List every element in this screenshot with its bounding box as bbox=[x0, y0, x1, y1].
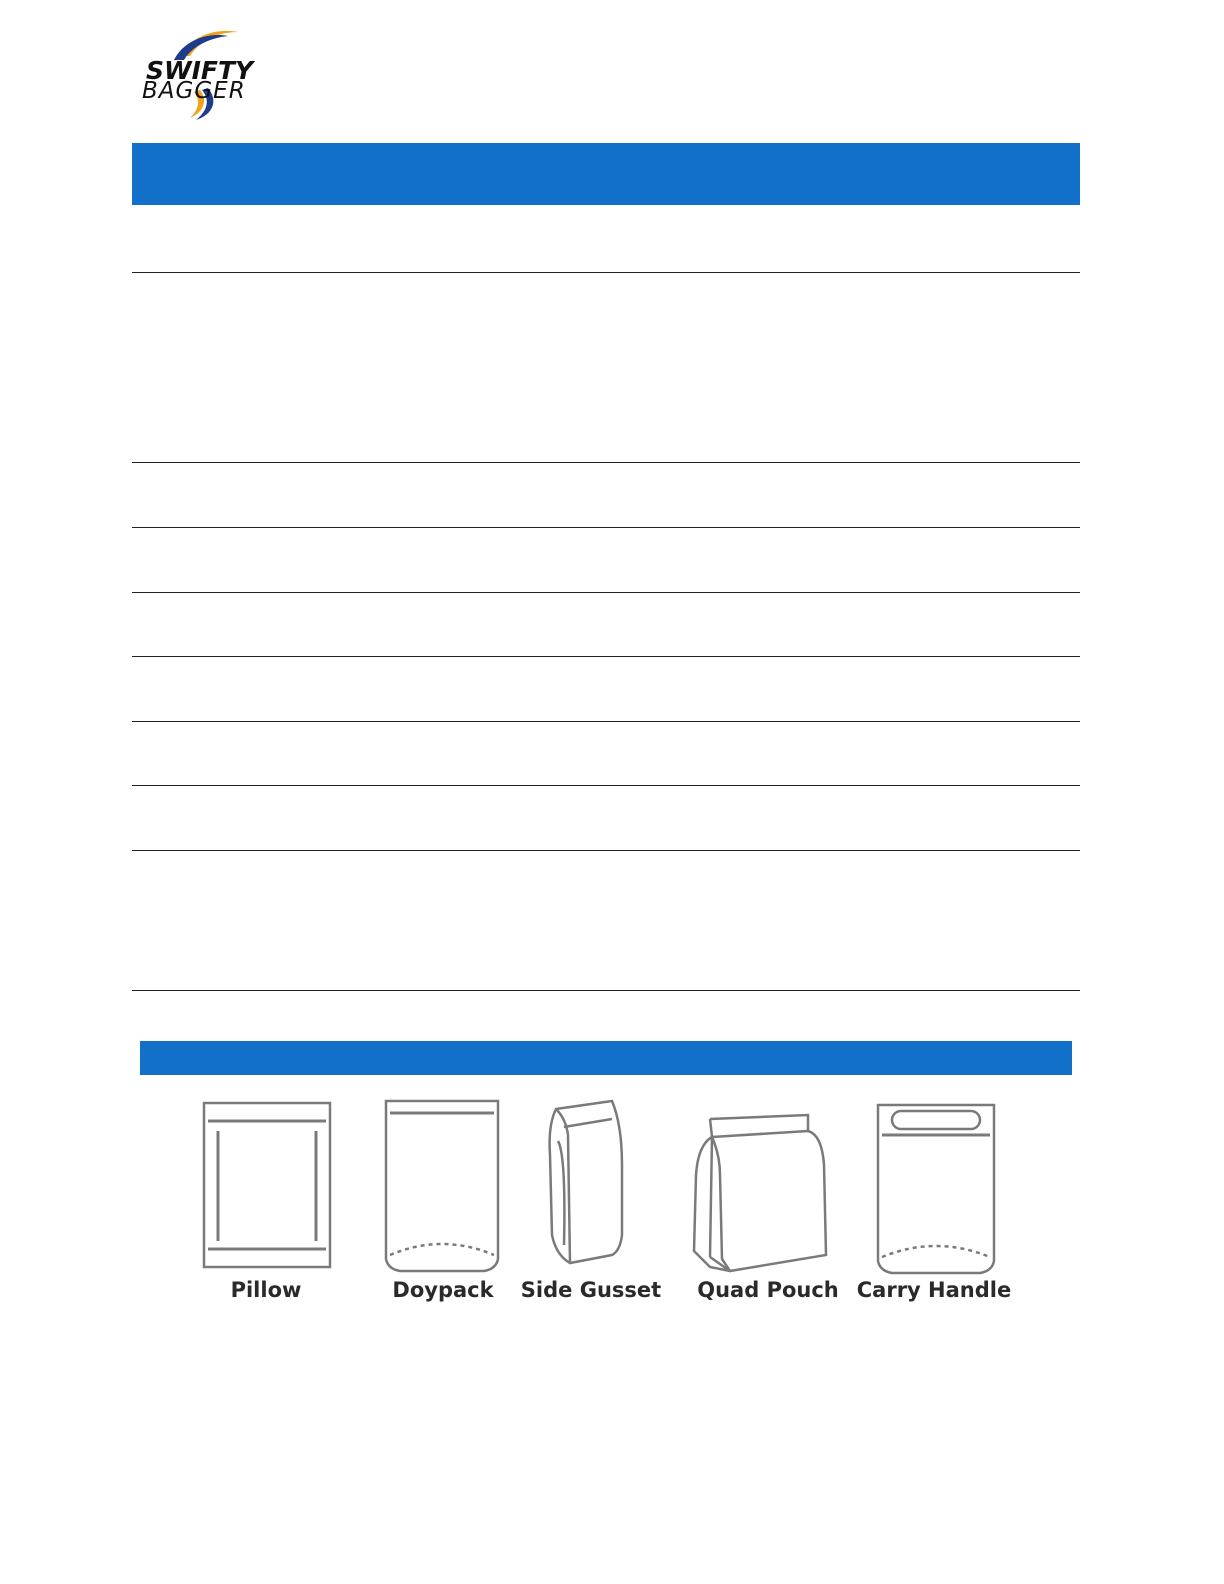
side-gusset-bag-icon bbox=[542, 1095, 628, 1267]
bag-label-doypack: Doypack bbox=[392, 1278, 494, 1302]
table-row-divider bbox=[132, 656, 1080, 657]
table-row-divider bbox=[132, 721, 1080, 722]
carry-handle-bag-icon bbox=[872, 1095, 1000, 1277]
table-row-divider bbox=[132, 592, 1080, 593]
logo-text-swifty: SWIFTY bbox=[146, 56, 254, 85]
bag-label-side-gusset: Side Gusset bbox=[520, 1278, 662, 1302]
quad-pouch-bag-icon bbox=[690, 1095, 832, 1281]
swifty-bagger-logo bbox=[138, 26, 298, 122]
doypack-bag-icon bbox=[380, 1095, 504, 1275]
bag-types-header-bar bbox=[140, 1041, 1072, 1075]
bag-label-carry-handle: Carry Handle bbox=[856, 1278, 1012, 1302]
table-row-divider bbox=[132, 272, 1080, 273]
table-row-divider bbox=[132, 527, 1080, 528]
pillow-bag-icon bbox=[200, 1095, 334, 1271]
logo-text-bagger: BAGGER bbox=[142, 78, 246, 104]
table-header-bar bbox=[132, 143, 1080, 205]
table-row-divider bbox=[132, 785, 1080, 786]
bag-label-quad-pouch: Quad Pouch bbox=[697, 1278, 839, 1302]
bag-label-pillow: Pillow bbox=[230, 1278, 302, 1302]
table-row-divider bbox=[132, 850, 1080, 851]
table-row-divider bbox=[132, 462, 1080, 463]
table-row-divider bbox=[132, 990, 1080, 991]
